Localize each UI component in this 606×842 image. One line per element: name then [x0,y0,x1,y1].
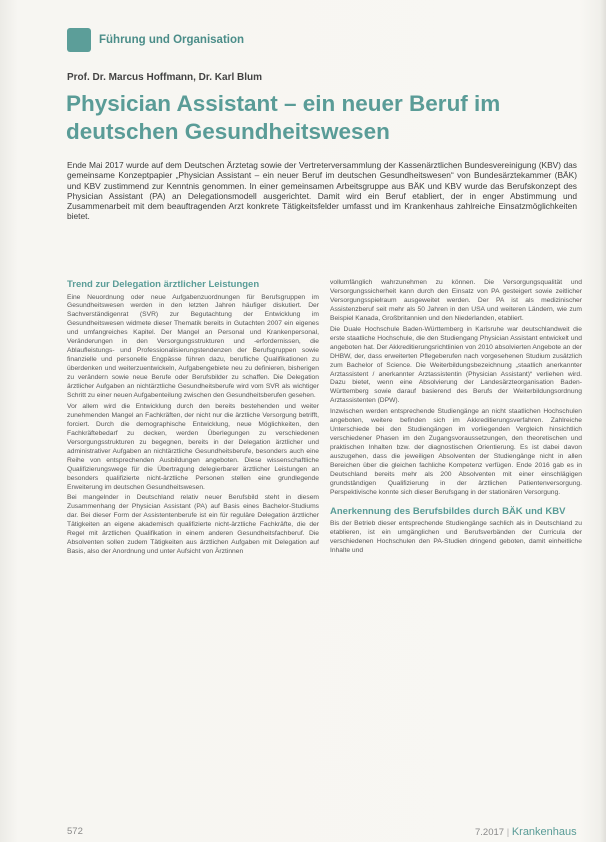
body-paragraph: Bis der Betrieb dieser entsprechende Studiengänge sachlich als in Deutschland zu etablieren, ist ein umgänglichen und Berufsverbänden der Curricula der verschiedenen Hochschulen den PA-Studien dringend geboten, damit einheitliche Inhalte und [330,520,582,555]
article-lead: Ende Mai 2017 wurde auf dem Deutschen Ärztetag sowie der Vertreterversammlung der Kassenärztlichen Bundesvereinigung (KBV) das gemeinsame Konzeptpapier „Physician Assistant – ein neuer Beruf im deutschen Gesundheitswesen“ von Bundesärztekammer (BÄK) und KBV zustimmend zur Kenntnis genommen. In einer gemeinsamen Arbeitsgruppe aus BÄK und KBV wurde das Berufskonzept des Physician Assistant (PA) an Delegationsmodell ausgerichtet. Damit wird ein Beruf etabliert, der in enger Abstimmung und Zusammenarbeit mit dem beauftragenden Arzt konkrete Tätigkeitsfelder umfasst und im Krankenhaus zahlreiche Einsatzmöglichkeiten bietet. [67,160,577,222]
page-number: 572 [67,826,83,837]
left-column-heading: Trend zur Delegation ärztlicher Leistungen [67,279,260,290]
left-column [67,279,319,797]
section-label: Führung und Organisation [99,34,245,46]
right-column [330,279,582,797]
article-authors: Prof. Dr. Marcus Hoffmann, Dr. Karl Blum [67,72,263,83]
footer-separator: | [506,827,510,838]
magazine-brand: Krankenhaus [511,826,577,838]
body-paragraph: Inzwischen werden entsprechende Studiengänge an nicht staatlichen Hochschulen angeboten, weitere befinden sich im Akkreditierungsverfahren. Zahlreiche Unterschiede bei den Studiengängen im vorliegenden Vergleich hinsichtlich verschiedener Phasen im den Zugangsvoraussetzungen, den theoretischen und praktischen Inhalten bzw. der diagnostischen Orientierung. Es ist dabei davon auszugehen, dass die jeweiligen Absolventen der Studiengänge nicht in allen Bereichen über die gleichen fachliche Kompetenz verfügen. Ende 2016 gab es in Deutschland bereits mehr als 200 Absolventen mit einer einschlägigen grundständigen Qualifizierung in der ärztlichen Patientenversorgung. Perspektivische konnte sich dieser Berufsgang in der stationären Versorgung. [330,408,582,496]
right-column-heading: Anerkennung des Berufsbildes durch BÄK und KBV [330,505,566,517]
body-paragraph: Vor allem wird die Entwicklung durch den bereits bestehenden und weiter zunehmenden Mangel an Fachkräften, der nicht nur die ärztliche Versorgung betrifft, forciert. Durch die demographische Entwicklung, neue Möglichkeiten, den Fachkräftebedarf zu decken, werden Überlegungen zu verschiedenen Versorgungsstrukturen zu begegnen, bereits in der Delegation ärztlicher und administrativer Aufgaben an nichtärztliche Gesundheitsberufe, besonders auch eine Reihe von entsprechenden Ausbildungen angeboten. Diese wissenschaftliche Qualifizierungswege für die Übertragung delegierbarer ärztlicher Leistungen an besonders qualifizierte nicht-ärztliche Personen stellen eine grundlegende Erweiterung im deutschen Gesundheitswesen. [67,402,319,491]
body-paragraph: Eine Neuordnung oder neue Aufgabenzuordnungen für Berufsgruppen im Gesundheitswesen werden in den letzten Jahren häufiger diskutiert. Der Sachverständigenrat (SVR) zur Begutachtung der Entwicklung im Gesundheitswesen widmete dieser Thematik bereits in Gutachten 2007 ein eigenes und umfangreiches Kapitel. Der Mangel an Personal und Krankenpersonal, Veränderungen in den Versorgungsstrukturen und -erfordernissen, die Ablaufleistungs- und Professionalisierungstendenzen der Berufsgruppen sowie finanzielle und personelle Engpässe führen dazu, berufliche Qualifikationen zu überdenken und weiterzuentwickeln, Aufgabengebiete neu zu definieren, bisherigen zu verändern sowie neue Berufe oder Berufsbilder zu schaffen. Die Delegation ärztlicher Aufgaben an nichtärztliche Gesundheitsberufe wird vom SVR als wichtiger Schritt zu einer neuen Aufgabenteilung zwischen den Gesundheitsberufen gesehen. [67,293,319,399]
section-color-block [67,28,91,52]
body-paragraph: Die Duale Hochschule Baden-Württemberg in Karlsruhe war deutschlandweit die erste staatliche Hochschule, die den Studiengang Physician Assistant entwickelt und angeboten hat. Der Akkreditierungsrichtlinien von 2010 absolvierten Angebote an der DHBW, der, dass erweiterten Pflegeberufen nach vorgesehenen Studium zusätzlich zum Bachelor of Science. Die Weiterbildungsbezeichnung „staatlich anerkannter Arztassistent / anerkannter Arztassistentin (Physician Assistant)“ verliehen wird. Dazu bietet, wenn eine Absolvierung der Landesärzteorganisation Baden-Württemberg sowie darauf basierend des Berufs der Weiterbildungsordnung Arztassistenten (DPW). [330,325,582,405]
article-title: Physician Assistant – ein neuer Beruf im deutschen Gesundheitswesen [66,91,501,144]
scan-shadow [600,0,606,842]
issue-number: 7.2017 [475,827,505,838]
section-tag [67,28,244,52]
body-paragraph: vollumfänglich wahrzunehmen zu können. Die Versorgungsqualität und Versorgungssicherheit kann durch den Einsatz von PA gesteigert sowie zeitlicher Versorgungsspielraum ausgeweitet werden. Der PA ist als medizinischer Assistenzberuf seit mehr als 50 Jahren in den USA und weiteren Ländern, wie zum Beispiel Kanada, Großbritannien und den Niederlanden, etabliert. [330,279,582,322]
footer-issue [475,826,577,838]
body-paragraph: Bei mangelnder in Deutschland relativ neuer Berufsbild steht in diesem Zusammenhang der Physician Assistant (PA) auf Basis eines Bachelor-Studiums dar. Bei dieser Form der Assistentenberufe ist ein für reguläre Delegation ärztlicher Tätigkeiten an eigene akademisch qualifizierte nicht-ärztliche Fachkräfte, die der Regel mit ärztlichen Qualifikation in einem anderen Gesundheitsfachberuf. Die Absolventen sollen zudem Tätigkeiten aus ärztlichen Aufgaben mit Delegation auf Basis, also der Anordnung und unter Aufsicht von Ärztinnen [67,494,319,556]
